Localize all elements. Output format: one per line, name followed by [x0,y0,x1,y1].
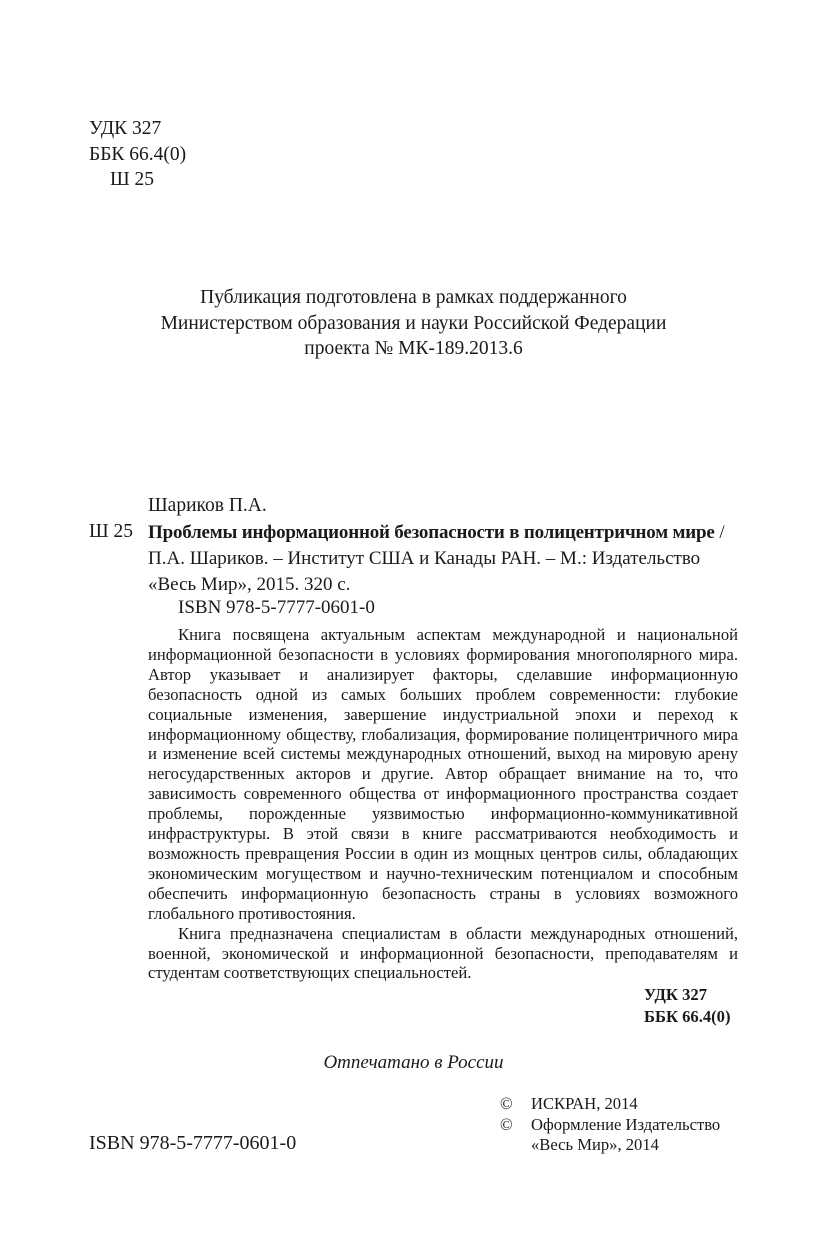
book-title: Проблемы информационной безопасности в полицентричном мире [148,522,715,543]
copyright-symbol: © [500,1094,513,1113]
publication-details: П.А. Шариков. – Институт США и Канады РАН. – М.: Издательство «Весь Мир», 2015. 320 с. [148,548,701,595]
copyright-symbol: © [500,1114,513,1134]
author-mark-left: Ш 25 [89,521,134,542]
printed-in-note: Отпечатано в России [323,1052,504,1073]
udk-code-right: УДК 327 [644,985,707,1004]
abstract-paragraph-2: Книга предназначена специалистам в области международных отношений, военной, экономической и информационной безопасности, преподавателям и студентам соответствующих специальностей. [148,923,738,983]
bibliographic-description [148,520,733,598]
classification-codes [89,116,186,193]
bbk-code: ББК 66.4(0) [89,143,187,165]
funding-note [0,285,827,362]
funding-line-3: проекта № МК-189.2013.6 [304,338,523,359]
copyright-line-3: «Весь Мир», 2014 [531,1135,659,1154]
copyright-block [500,1094,720,1156]
funding-line-1: Публикация подготовлена в рамках поддержанного [200,287,627,308]
udk-code: УДК 327 [89,118,162,139]
isbn-description: ISBN 978-5-7777-0601-0 [178,597,375,618]
funding-line-2: Министерством образования и науки Российской Федерации [160,312,667,334]
classification-codes-right [644,984,731,1028]
abstract [148,625,738,983]
bbk-code-right: ББК 66.4(0) [644,1007,731,1026]
author-mark: Ш 25 [110,169,155,190]
copyright-spacer [500,1135,531,1156]
copyright-line-2: Оформление Издательство [531,1114,721,1134]
abstract-paragraph-1: Книга посвящена актуальным аспектам международной и национальной информационной безопасности в условиях формирования многополярного мира. Автор указывает и анализирует факторы, сделавшие информационную безопасность одной из самых больших проблем современности: глубокие социальные изменения, завершение индустриальной эпохи и переход к информационному обществу, глобализация, формирование полицентричного мира и изменение всей системы международных отношений, выход на мировую арену негосударственных акторов и другие. Автор обращает внимание на то, что зависимость современного общества от информационного пространства создает проблемы, порожденные уязвимостью информационно-коммуникативной инфраструктуры. В этой связи в книге рассматриваются необходимость и возможность превращения России в один из мощных центров силы, обладающих экономическим могуществом и научно-техническим потенциалом и способным обеспечить информационную безопасность страны в условиях возможного глобального противостояния. [148,625,738,923]
title-separator: / [714,522,725,543]
author-heading: Шариков П.А. [148,495,267,516]
copyright-line-1: ИСКРАН, 2014 [531,1094,638,1113]
isbn-bottom: ISBN 978-5-7777-0601-0 [89,1132,297,1154]
